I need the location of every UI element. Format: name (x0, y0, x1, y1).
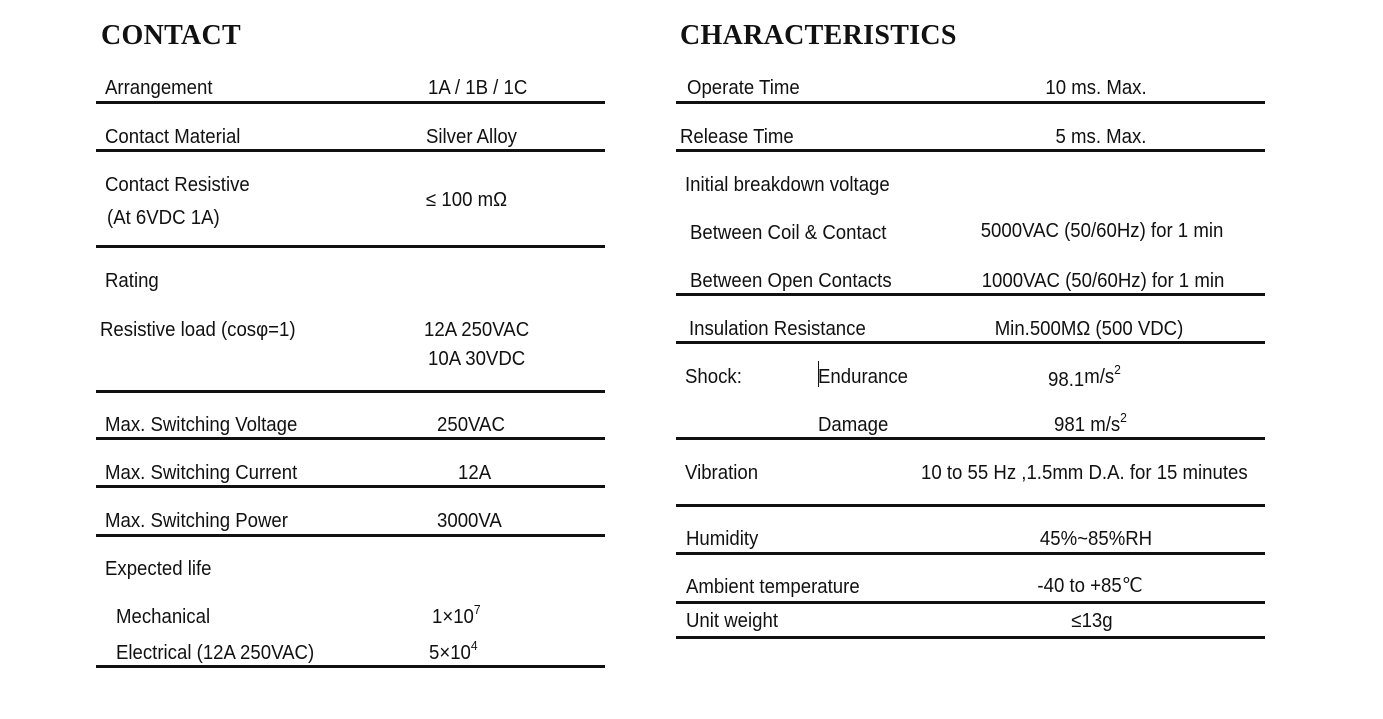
weight-value: ≤13g (1071, 610, 1113, 632)
vibration-label: Vibration (685, 462, 759, 484)
mechanical-value: $1\times 10^7$ (432, 602, 481, 628)
max-power-label: Max. Switching Power (105, 510, 288, 532)
max-current-value: 12A (458, 462, 492, 484)
resistive-sublabel: (At 6VDC 1A) (107, 207, 220, 229)
open-contacts-value: 1000VAC (50/60Hz) for 1 min (981, 270, 1225, 292)
shock-endurance-label: Endurance (818, 366, 908, 388)
shock-label: Shock: (685, 366, 742, 388)
operate-time-value: 10 ms. Max. (1045, 77, 1147, 99)
divider (96, 437, 605, 440)
coil-contact-value: 5000VAC (50/60Hz) for 1 min (980, 220, 1224, 242)
expected-life-label: Expected life (105, 558, 212, 580)
shock-damage-label: Damage (818, 414, 889, 436)
divider (676, 101, 1265, 104)
resistive-load-label: Resistive load (cosφ=1) (100, 319, 296, 341)
max-current-label: Max. Switching Current (105, 462, 298, 484)
arrangement-value: 1A / 1B / 1C (428, 77, 528, 99)
insulation-label: Insulation Resistance (689, 318, 866, 340)
divider (96, 149, 605, 152)
shock-damage-value: 981 $m/s^2$ (1054, 410, 1127, 436)
material-label: Contact Material (105, 126, 241, 148)
humidity-value: 45%~85%RH (1039, 528, 1153, 550)
release-time-value: 5 ms. Max. (1055, 126, 1147, 148)
ambient-value: -40 to +85℃ (1037, 575, 1143, 597)
divider (676, 552, 1265, 555)
divider (676, 437, 1265, 440)
material-value: Silver Alloy (426, 126, 517, 148)
electrical-value: $5\times 10^4$ (429, 638, 478, 664)
electrical-label: Electrical (12A 250VAC) (116, 642, 315, 664)
divider (96, 390, 605, 393)
divider (676, 504, 1265, 507)
ambient-label: Ambient temperature (686, 576, 860, 598)
contact-heading: CONTACT (101, 20, 242, 51)
open-contacts-label: Between Open Contacts (690, 270, 892, 292)
resistive-value: ≤ 100 mΩ (426, 189, 507, 211)
vibration-value: 10 to 55 Hz ,1.5mm D.A. for 15 minutes (921, 462, 1248, 484)
characteristics-heading: CHARACTERISTICS (680, 20, 957, 51)
divider (676, 601, 1265, 604)
divider (676, 149, 1265, 152)
max-voltage-value: 250VAC (437, 414, 505, 436)
arrangement-label: Arrangement (105, 77, 213, 99)
max-voltage-label: Max. Switching Voltage (105, 414, 298, 436)
weight-label: Unit weight (686, 610, 779, 632)
operate-time-label: Operate Time (687, 77, 800, 99)
coil-contact-label: Between Coil & Contact (690, 222, 887, 244)
rating-label: Rating (105, 270, 159, 292)
divider (96, 101, 605, 104)
divider (676, 293, 1265, 296)
divider (96, 485, 605, 488)
max-power-value: 3000VA (437, 510, 502, 532)
shock-endurance-value: $98.1m/s^2$ (1048, 362, 1121, 391)
insulation-value: Min.500MΩ (500 VDC) (994, 318, 1184, 340)
rating-value-ac: 12A 250VAC (424, 319, 530, 341)
rating-value-dc: 10A 30VDC (428, 348, 526, 370)
divider (96, 534, 605, 537)
divider (96, 245, 605, 248)
humidity-label: Humidity (686, 528, 759, 550)
breakdown-label: Initial breakdown voltage (685, 174, 890, 196)
mechanical-label: Mechanical (116, 606, 211, 628)
resistive-label: Contact Resistive (105, 174, 250, 196)
divider (676, 636, 1265, 639)
divider (96, 665, 605, 668)
release-time-label: Release Time (680, 126, 794, 148)
divider (676, 341, 1265, 344)
